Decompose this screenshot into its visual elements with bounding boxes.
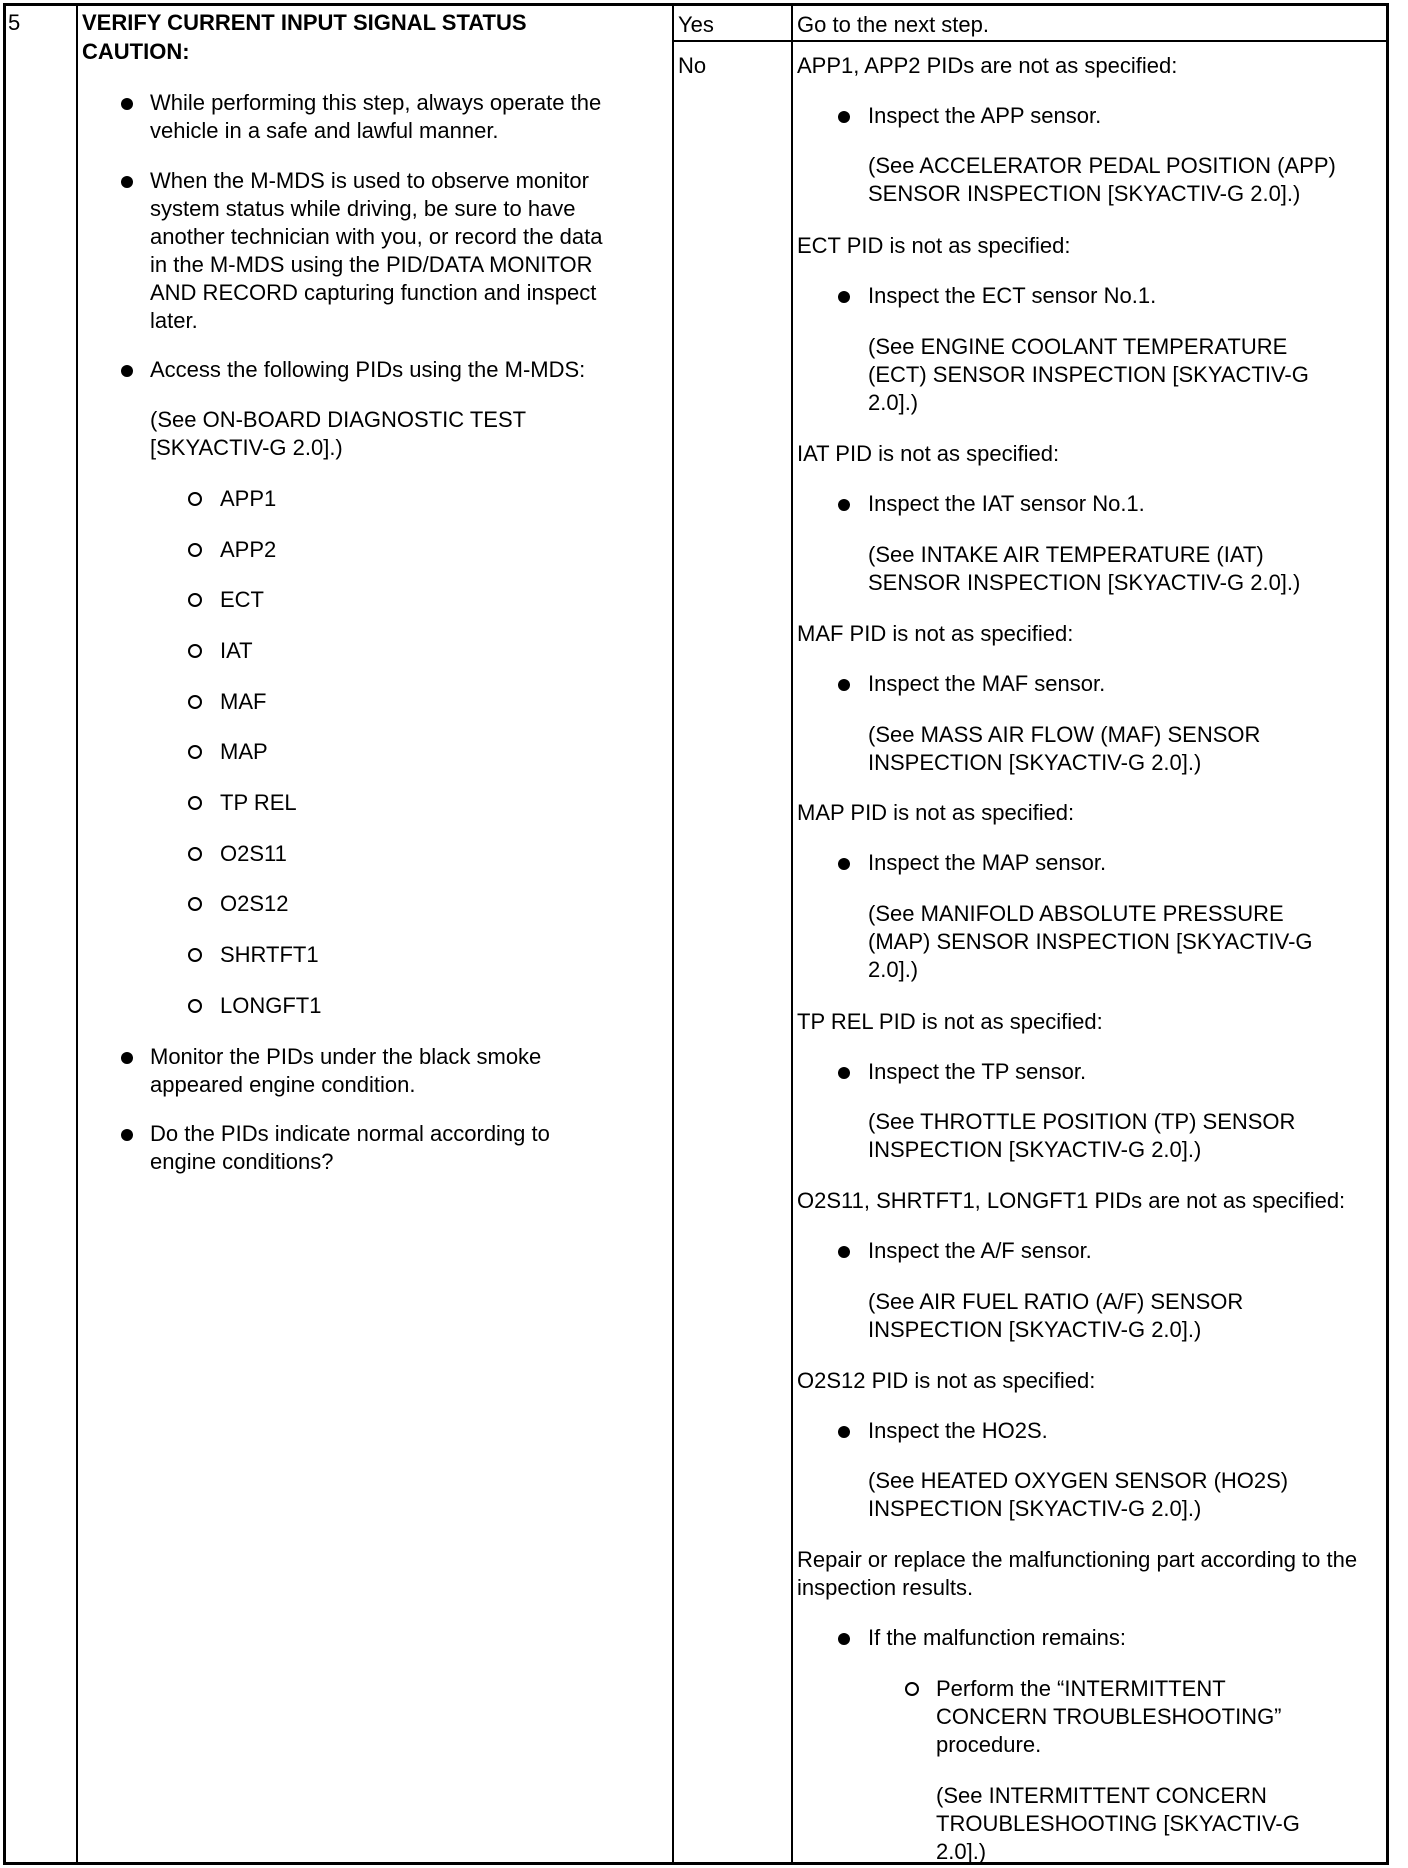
reference-link: SENSOR INSPECTION [SKYACTIV-G 2.0].): [868, 181, 1301, 206]
circle-bullet-icon: [188, 897, 202, 911]
condition-heading: MAF PID is not as specified:: [797, 621, 1074, 646]
instruction-text: appeared engine condition.: [150, 1072, 416, 1097]
bullet-dot: [121, 1129, 133, 1141]
pid-item: LONGFT1: [220, 993, 322, 1018]
reference-link: [SKYACTIV-G 2.0].): [150, 435, 343, 460]
bullet-dot: [838, 291, 850, 303]
action-text: CONCERN TROUBLESHOOTING”: [936, 1704, 1282, 1729]
step-title: VERIFY CURRENT INPUT SIGNAL STATUS: [82, 10, 527, 35]
circle-bullet-icon: [188, 796, 202, 810]
condition-heading: O2S11, SHRTFT1, LONGFT1 PIDs are not as specified:: [797, 1188, 1346, 1213]
reference-link: TROUBLESHOOTING [SKYACTIV-G: [936, 1811, 1300, 1836]
action-text: Perform the “INTERMITTENT: [936, 1676, 1226, 1701]
repair-text: inspection results.: [797, 1575, 974, 1600]
yes-action: Go to the next step.: [797, 12, 990, 37]
reference-link: (See THROTTLE POSITION (TP) SENSOR: [868, 1109, 1296, 1134]
caution-text: system status while driving, be sure to have: [150, 196, 576, 221]
condition-heading: O2S12 PID is not as specified:: [797, 1368, 1096, 1393]
bullet-dot: [838, 858, 850, 870]
pid-item: APP1: [220, 486, 277, 511]
pid-item: APP2: [220, 537, 277, 562]
reference-link: (See INTAKE AIR TEMPERATURE (IAT): [868, 542, 1264, 567]
caution-text: later.: [150, 308, 198, 333]
bullet-dot: [121, 1052, 133, 1064]
action-text: Inspect the IAT sensor No.1.: [868, 491, 1145, 516]
reference-link: INSPECTION [SKYACTIV-G 2.0].): [868, 1496, 1202, 1521]
circle-bullet-icon: [188, 948, 202, 962]
column-divider: [672, 3, 674, 1865]
pid-item: ECT: [220, 587, 264, 612]
caution-text: While performing this step, always operate the: [150, 90, 602, 115]
condition-heading: TP REL PID is not as specified:: [797, 1009, 1103, 1034]
pid-item: O2S12: [220, 891, 289, 916]
caution-text: in the M-MDS using the PID/DATA MONITOR: [150, 252, 593, 277]
bullet-dot: [838, 1633, 850, 1645]
reference-link: INSPECTION [SKYACTIV-G 2.0].): [868, 1317, 1202, 1342]
pid-item: MAF: [220, 689, 267, 714]
circle-bullet-icon: [188, 644, 202, 658]
action-text: Inspect the ECT sensor No.1.: [868, 283, 1157, 308]
column-divider: [791, 3, 793, 1865]
bullet-dot: [838, 499, 850, 511]
circle-bullet-icon: [188, 999, 202, 1013]
reference-link: 2.0].): [868, 957, 919, 982]
caution-label: CAUTION:: [82, 39, 190, 64]
pid-item: IAT: [220, 638, 253, 663]
reference-link: (See HEATED OXYGEN SENSOR (HO2S): [868, 1468, 1289, 1493]
condition-heading: MAP PID is not as specified:: [797, 800, 1075, 825]
caution-text: vehicle in a safe and lawful manner.: [150, 118, 499, 143]
circle-bullet-icon: [905, 1682, 919, 1696]
action-text: Inspect the TP sensor.: [868, 1059, 1087, 1084]
bullet-dot: [838, 679, 850, 691]
circle-bullet-icon: [188, 745, 202, 759]
action-text: Inspect the MAP sensor.: [868, 850, 1107, 875]
circle-bullet-icon: [188, 847, 202, 861]
condition-heading: APP1, APP2 PIDs are not as specified:: [797, 53, 1178, 78]
bullet-dot: [121, 365, 133, 377]
action-text: Inspect the HO2S.: [868, 1418, 1048, 1443]
circle-bullet-icon: [188, 492, 202, 506]
reference-link: (MAP) SENSOR INSPECTION [SKYACTIV-G: [868, 929, 1313, 954]
circle-bullet-icon: [188, 543, 202, 557]
reference-link: (See MASS AIR FLOW (MAF) SENSOR: [868, 722, 1261, 747]
reference-link: 2.0].): [868, 390, 919, 415]
caution-text: AND RECORD capturing function and inspect: [150, 280, 597, 305]
reference-link: (See INTERMITTENT CONCERN: [936, 1783, 1267, 1808]
pid-item: O2S11: [220, 841, 287, 866]
no-label: No: [678, 53, 707, 78]
bullet-dot: [838, 111, 850, 123]
instruction-text: Access the following PIDs using the M-MDS:: [150, 357, 586, 382]
action-text: If the malfunction remains:: [868, 1625, 1127, 1650]
caution-text: When the M-MDS is used to observe monitor: [150, 168, 589, 193]
repair-text: Repair or replace the malfunctioning part according to the: [797, 1547, 1358, 1572]
reference-link: (See ENGINE COOLANT TEMPERATURE: [868, 334, 1288, 359]
question-text: Do the PIDs indicate normal according to: [150, 1121, 550, 1146]
caution-text: another technician with you, or record the data: [150, 224, 603, 249]
action-text: Inspect the MAF sensor.: [868, 671, 1106, 696]
column-divider: [76, 3, 78, 1865]
circle-bullet-icon: [188, 695, 202, 709]
reference-link: 2.0].): [936, 1839, 987, 1864]
pid-item: SHRTFT1: [220, 942, 319, 967]
reference-link: INSPECTION [SKYACTIV-G 2.0].): [868, 750, 1202, 775]
pid-item: MAP: [220, 739, 268, 764]
instruction-text: Monitor the PIDs under the black smoke: [150, 1044, 542, 1069]
reference-link: (See ON-BOARD DIAGNOSTIC TEST: [150, 407, 527, 432]
row-divider: [672, 40, 1386, 42]
bullet-dot: [121, 98, 133, 110]
action-text: Inspect the APP sensor.: [868, 103, 1102, 128]
action-text: Inspect the A/F sensor.: [868, 1238, 1092, 1263]
question-text: engine conditions?: [150, 1149, 334, 1174]
circle-bullet-icon: [188, 593, 202, 607]
pid-item: TP REL: [220, 790, 297, 815]
bullet-dot: [121, 176, 133, 188]
reference-link: (See AIR FUEL RATIO (A/F) SENSOR: [868, 1289, 1244, 1314]
condition-heading: IAT PID is not as specified:: [797, 441, 1060, 466]
reference-link: SENSOR INSPECTION [SKYACTIV-G 2.0].): [868, 570, 1301, 595]
step-number: 5: [8, 10, 21, 35]
bullet-dot: [838, 1246, 850, 1258]
bullet-dot: [838, 1067, 850, 1079]
yes-label: Yes: [678, 12, 714, 37]
reference-link: (See MANIFOLD ABSOLUTE PRESSURE: [868, 901, 1284, 926]
condition-heading: ECT PID is not as specified:: [797, 233, 1071, 258]
reference-link: INSPECTION [SKYACTIV-G 2.0].): [868, 1137, 1202, 1162]
action-text: procedure.: [936, 1732, 1042, 1757]
reference-link: (ECT) SENSOR INSPECTION [SKYACTIV-G: [868, 362, 1309, 387]
reference-link: (See ACCELERATOR PEDAL POSITION (APP): [868, 153, 1336, 178]
bullet-dot: [838, 1426, 850, 1438]
